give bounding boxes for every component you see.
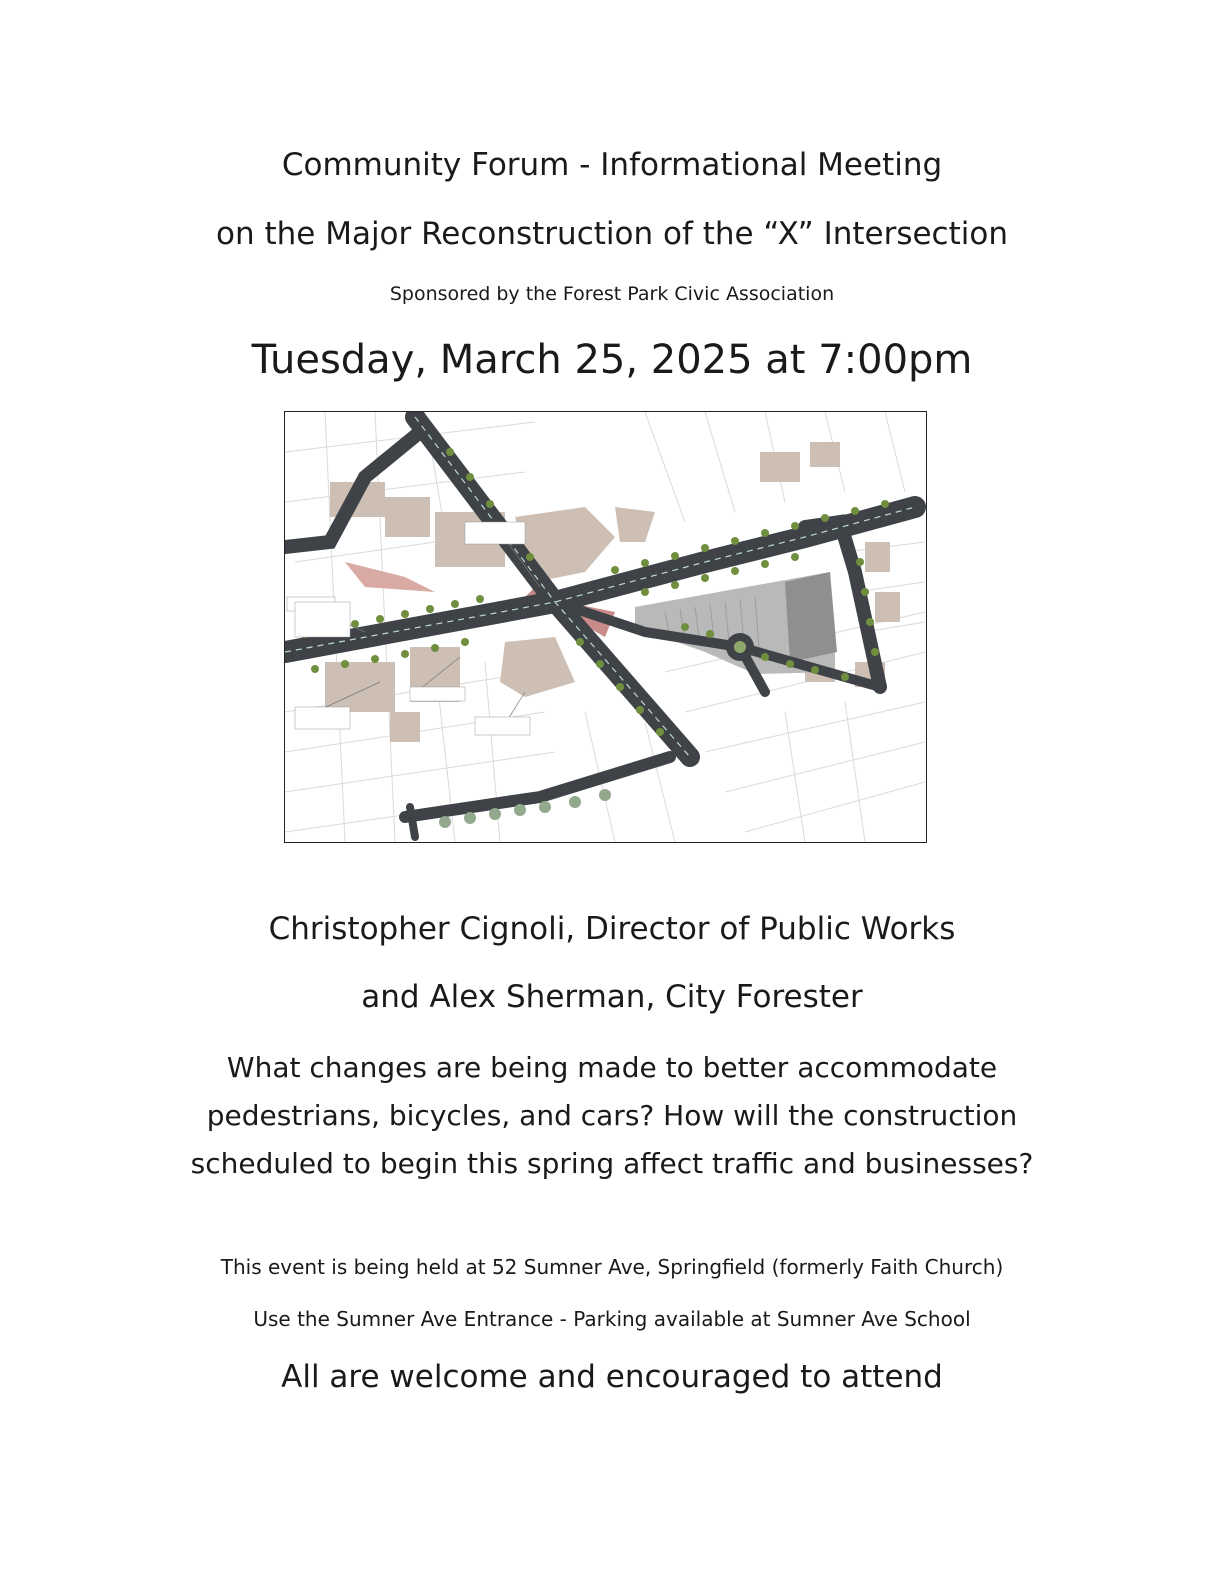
sponsor-line: Sponsored by the Forest Park Civic Association — [389, 283, 835, 305]
store-building — [785, 572, 837, 662]
description-paragraph — [112, 1044, 1112, 1188]
plaza-west — [345, 562, 435, 592]
title-line-1: Community Forum - Informational Meeting — [281, 147, 943, 183]
event-date-time: Tuesday, March 25, 2025 at 7:00pm — [251, 337, 973, 383]
description-line: pedestrians, bicycles, and cars? How will the construction — [206, 1099, 1018, 1132]
venue-line: This event is being held at 52 Sumner Ave, Springfield (formerly Faith Church) — [220, 1255, 1004, 1279]
intersection-plan-drawing — [285, 412, 926, 842]
title-line-2: on the Major Reconstruction of the “X” Intersection — [216, 216, 1008, 252]
description-line: scheduled to begin this spring affect traffic and businesses? — [190, 1147, 1034, 1180]
presenter-line-2: and Alex Sherman, City Forester — [361, 979, 863, 1015]
south-street — [405, 757, 670, 817]
parking-line: Use the Sumner Ave Entrance - Parking available at Sumner Ave School — [253, 1307, 971, 1331]
south-stub — [410, 807, 415, 837]
roundabout-island — [734, 641, 746, 653]
closing-line: All are welcome and encouraged to attend — [281, 1359, 943, 1395]
presenter-line-1: Christopher Cignoli, Director of Public Works — [268, 911, 956, 947]
intersection-plan-map — [284, 411, 927, 843]
description-line: What changes are being made to better accommodate — [226, 1051, 998, 1084]
